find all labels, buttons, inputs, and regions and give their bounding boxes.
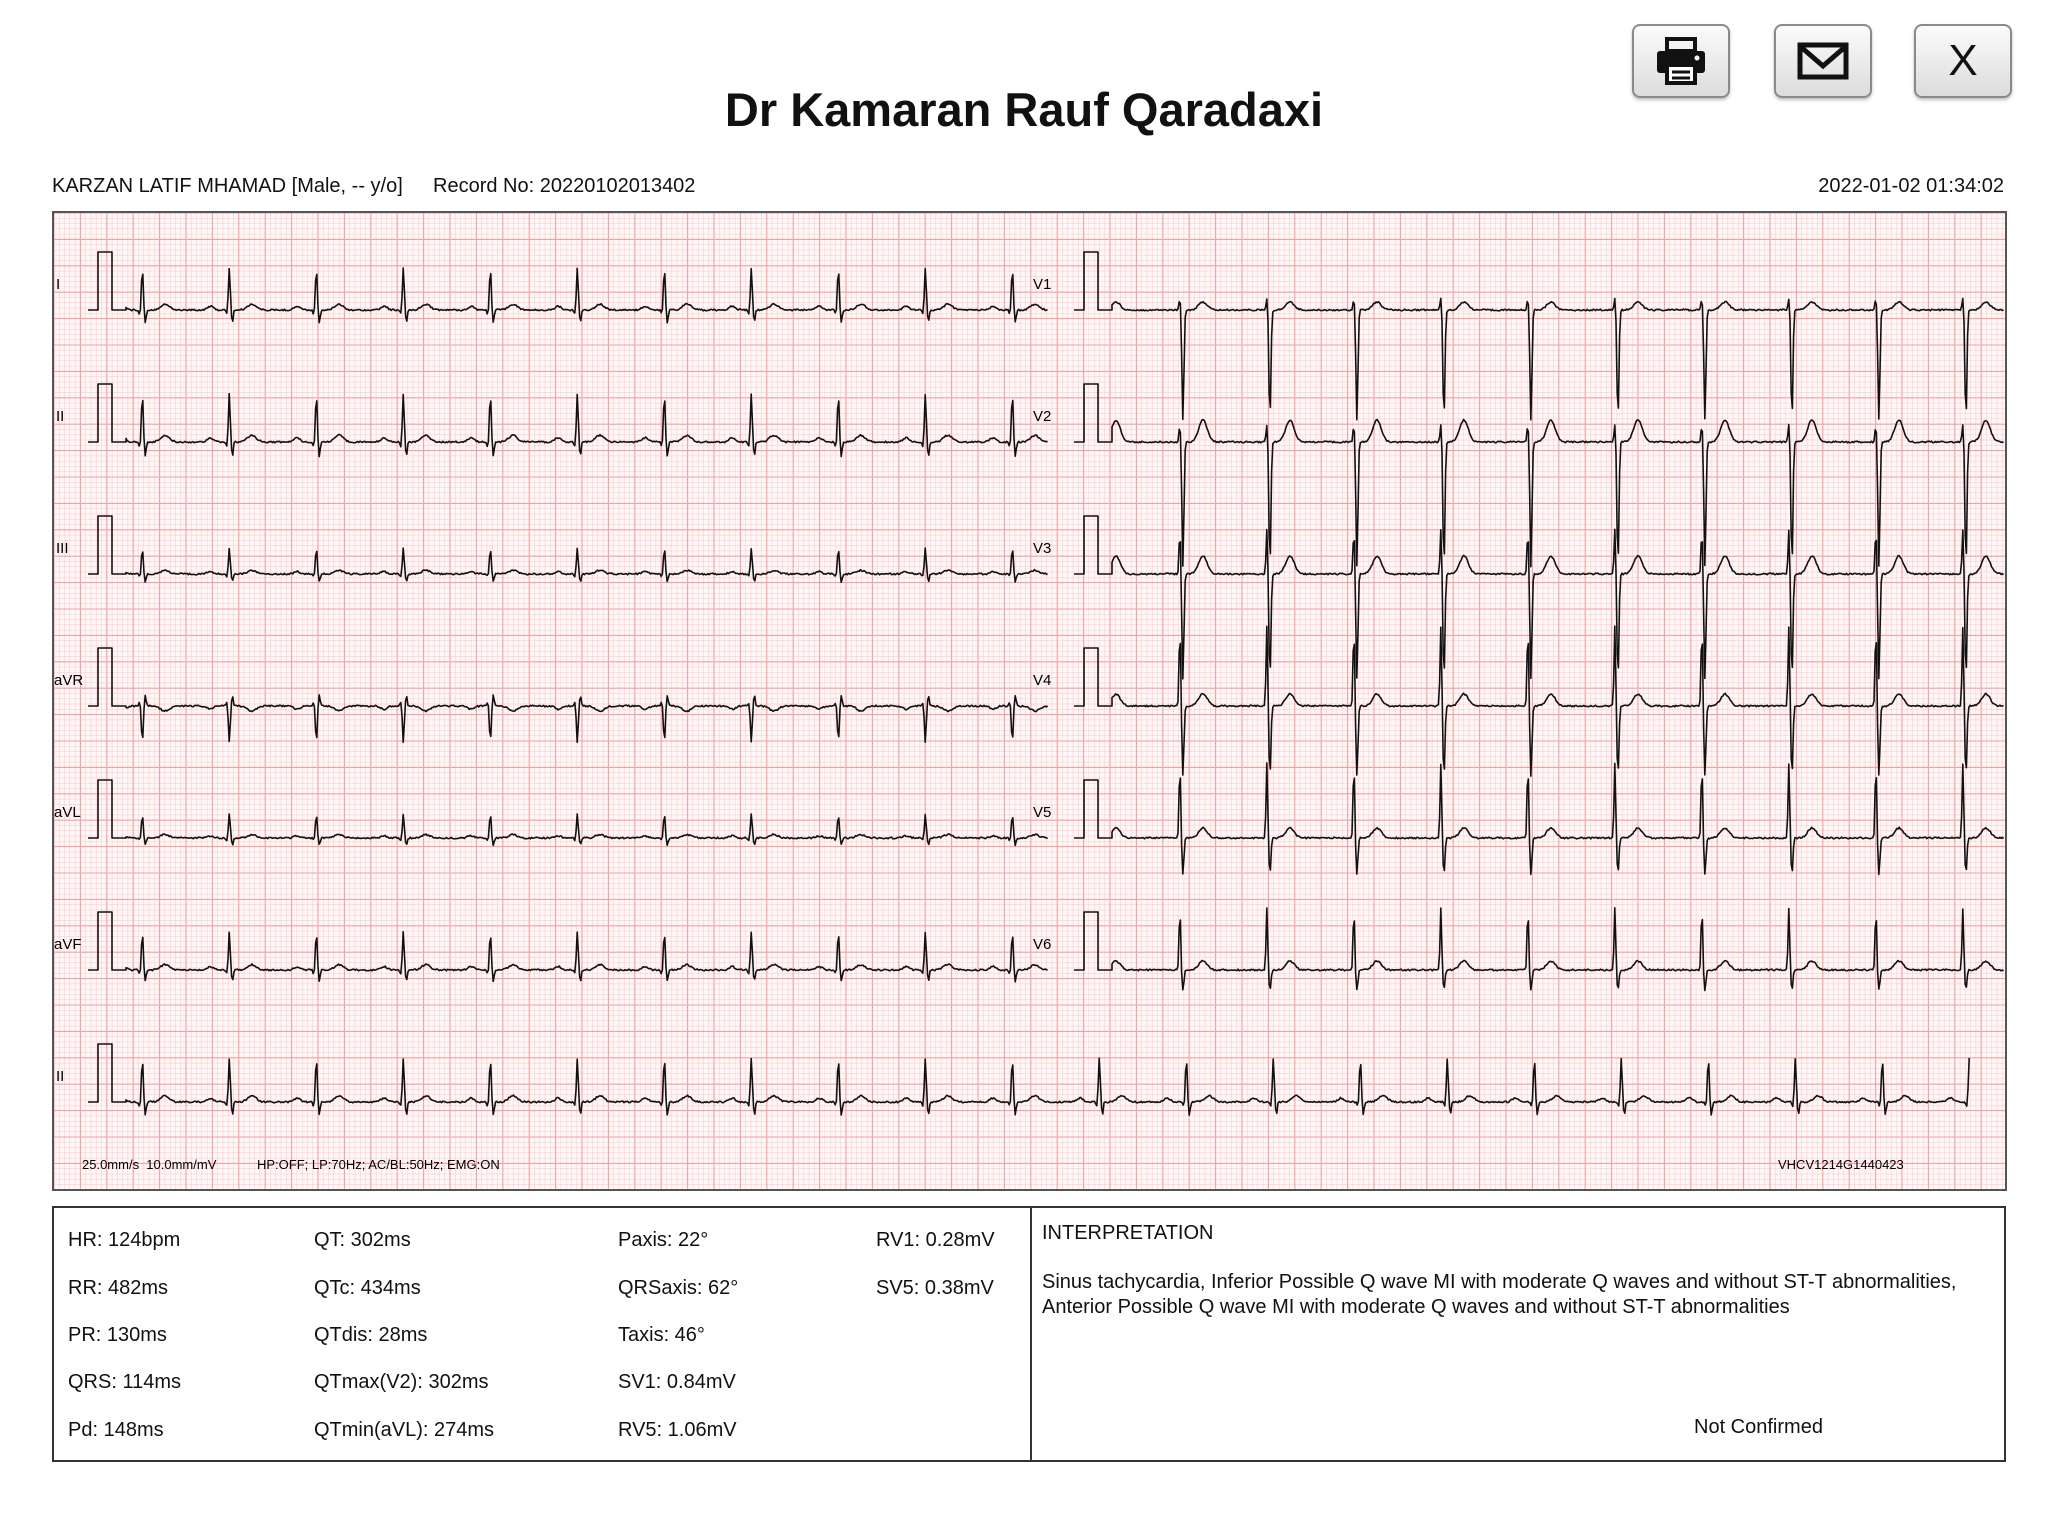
lead-label-avl: aVL <box>54 804 81 821</box>
close-label: X <box>1948 36 1978 85</box>
measure-rv1: RV1: 0.28mV <box>876 1229 995 1251</box>
lead-label-v3: V3 <box>1033 540 1052 557</box>
measure-pr: PR: 130ms <box>68 1324 167 1346</box>
patient-info: KARZAN LATIF MHAMAD [Male, -- y/o] <box>52 175 403 197</box>
measure-taxis: Taxis: 46° <box>618 1324 705 1346</box>
measure-pd: Pd: 148ms <box>68 1419 164 1441</box>
lead-label-v2: V2 <box>1033 408 1052 425</box>
panel-divider <box>1030 1206 1032 1462</box>
lead-label-avr: aVR <box>54 672 84 689</box>
record-datetime: 2022-01-02 01:34:02 <box>1818 175 2004 197</box>
measure-paxis: Paxis: 22° <box>618 1229 709 1251</box>
interpretation-text: Sinus tachycardia, Inferior Possible Q wave MI with moderate Q waves and without ST-T abnormalities, Anterior Possible Q wave MI with moderate Q waves and without ST-T abnormalities <box>1042 1271 1957 1318</box>
measure-qtmax: QTmax(V2): 302ms <box>314 1371 489 1393</box>
lead-label-rhythm: II <box>56 1068 65 1085</box>
ecg-grid <box>54 213 2005 1189</box>
measure-rr: RR: 482ms <box>68 1277 169 1299</box>
measure-qt: QT: 302ms <box>314 1229 411 1251</box>
device-id: VHCV1214G1440423 <box>1778 1157 1904 1172</box>
measure-sv5: SV5: 0.38mV <box>876 1277 994 1299</box>
lead-label-i: I <box>56 276 61 293</box>
interpretation-heading: INTERPRETATION <box>1042 1222 1214 1244</box>
measure-qtc: QTc: 434ms <box>314 1277 421 1299</box>
grid-background <box>54 213 2005 1189</box>
lead-label-avf: aVF <box>54 936 82 953</box>
confirmation-status: Not Confirmed <box>1694 1416 1823 1438</box>
measure-rv5: RV5: 1.06mV <box>618 1419 737 1441</box>
measure-qrs: QRS: 114ms <box>68 1371 181 1393</box>
measure-qtdis: QTdis: 28ms <box>314 1324 428 1346</box>
lead-label-v1: V1 <box>1033 276 1052 293</box>
lead-label-iii: III <box>56 540 69 557</box>
measure-qrsaxis: QRSaxis: 62° <box>618 1277 739 1299</box>
measure-qtmin: QTmin(aVL): 274ms <box>314 1419 495 1441</box>
measure-hr: HR: 124bpm <box>68 1229 181 1251</box>
record-number: Record No: 20220102013402 <box>433 175 696 197</box>
lead-label-ii: II <box>56 408 65 425</box>
speed-gain-setting: 25.0mm/s 10.0mm/mV <box>82 1157 217 1172</box>
lead-label-v5: V5 <box>1033 804 1052 821</box>
measure-sv1: SV1: 0.84mV <box>618 1371 736 1393</box>
page-title: Dr Kamaran Rauf Qaradaxi <box>724 83 1324 136</box>
filter-setting: HP:OFF; LP:70Hz; AC/BL:50Hz; EMG:ON <box>257 1157 500 1172</box>
lead-label-v6: V6 <box>1033 936 1052 953</box>
lead-label-v4: V4 <box>1033 672 1052 689</box>
